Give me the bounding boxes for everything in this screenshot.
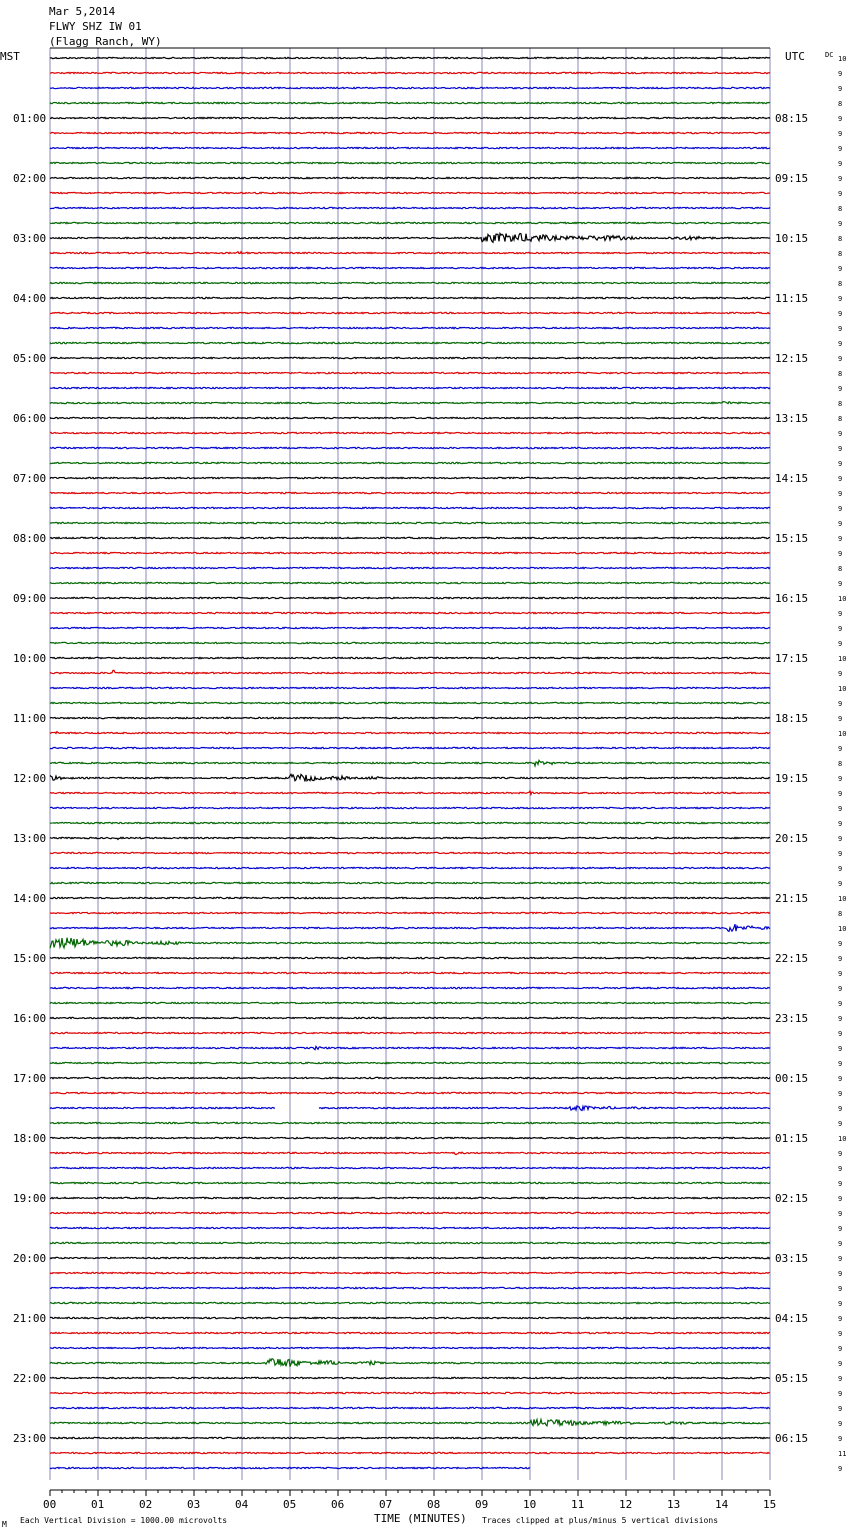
trace-70 [50, 1106, 770, 1111]
trace-13 [50, 252, 770, 254]
trace-54 [50, 867, 770, 868]
trace-62 [50, 987, 770, 988]
trace-53 [50, 852, 770, 853]
right-hour-label: 03:15 [775, 1252, 809, 1265]
trace-83 [50, 1302, 770, 1304]
dc-offset-value: 9 [838, 940, 843, 948]
trace-4 [50, 117, 770, 118]
trace-45 [50, 732, 770, 734]
trace-84 [50, 1317, 770, 1318]
dc-offset-value: 9 [838, 745, 843, 753]
dc-offset-value: 8 [838, 205, 843, 213]
left-hour-label: 09:00 [13, 592, 47, 605]
trace-63 [50, 1002, 770, 1003]
trace-88 [50, 1377, 770, 1378]
dc-offset-value: 9 [838, 1270, 843, 1278]
dc-offset-value: 10 [838, 1135, 847, 1143]
x-tick-label: 15 [763, 1498, 777, 1511]
dc-offset-value: 9 [838, 340, 843, 348]
trace-61 [50, 972, 770, 973]
left-hour-label: 12:00 [13, 772, 47, 785]
left-hour-label: 01:00 [13, 112, 47, 125]
dc-offset-value: 9 [838, 790, 843, 798]
dc-offset-value: 9 [838, 175, 843, 183]
trace-2 [50, 87, 770, 88]
dc-offset-value: 9 [838, 1150, 843, 1158]
trace-91 [50, 1419, 770, 1425]
dc-offset-value: 8 [838, 235, 843, 243]
dc-offset-value: 9 [838, 865, 843, 873]
x-axis [43, 1490, 776, 1511]
dc-offset-value: 9 [838, 1225, 843, 1233]
trace-14 [50, 267, 770, 268]
dc-offset-value: 8 [838, 760, 843, 768]
trace-38 [50, 627, 770, 628]
dc-offset-value: 9 [838, 1360, 843, 1368]
left-hour-label: 23:00 [13, 1432, 47, 1445]
x-tick-label: 06 [331, 1498, 345, 1511]
trace-82 [50, 1287, 770, 1288]
dc-offset-value: 9 [838, 625, 843, 633]
right-hour-label: 18:15 [775, 712, 809, 725]
trace-19 [50, 342, 770, 343]
left-hour-label: 17:00 [13, 1072, 47, 1085]
trace-56 [50, 897, 770, 898]
x-tick-label: 14 [715, 1498, 729, 1511]
right-hour-label: 22:15 [775, 952, 809, 965]
left-hour-label: 15:00 [13, 952, 47, 965]
trace-8 [50, 177, 770, 178]
dc-offset-value: 8 [838, 250, 843, 258]
left-hour-labels [13, 112, 46, 1445]
trace-57 [50, 912, 770, 913]
trace-90 [50, 1407, 770, 1408]
trace-25 [50, 432, 770, 433]
dc-offset-value: 9 [838, 610, 843, 618]
x-tick-label: 10 [523, 1498, 537, 1511]
dc-offset-value: 9 [838, 1090, 843, 1098]
right-hour-label: 17:15 [775, 652, 809, 665]
trace-29 [50, 492, 770, 493]
dc-offset-value: 9 [838, 640, 843, 648]
dc-offset-value: 8 [838, 910, 843, 918]
dc-offset-value: 9 [838, 580, 843, 588]
dc-offset-value: 9 [838, 145, 843, 153]
trace-73 [50, 1152, 770, 1155]
trace-33 [50, 552, 770, 553]
dc-offset-value: 9 [838, 670, 843, 678]
dc-offset-value: 9 [838, 1375, 843, 1383]
left-hour-label: 20:00 [13, 1252, 47, 1265]
trace-75 [50, 1182, 770, 1183]
dc-offset-value: 10 [838, 925, 847, 933]
trace-1 [50, 72, 770, 73]
dc-offset-value: 9 [838, 1255, 843, 1263]
dc-offset-value: 9 [838, 160, 843, 168]
trace-24 [50, 417, 770, 418]
dc-offset-value: 9 [838, 835, 843, 843]
trace-34 [50, 567, 770, 568]
trace-80 [50, 1257, 770, 1258]
left-hour-label: 18:00 [13, 1132, 47, 1145]
x-tick-label: 04 [235, 1498, 249, 1511]
right-hour-label: 19:15 [775, 772, 809, 785]
trace-65 [50, 1032, 770, 1033]
right-hour-label: 13:15 [775, 412, 809, 425]
dc-offset-value: 9 [838, 1285, 843, 1293]
trace-12 [50, 233, 770, 242]
dc-offset-value: 9 [838, 775, 843, 783]
trace-78 [50, 1227, 770, 1228]
left-hour-label: 06:00 [13, 412, 47, 425]
dc-offset-value: 8 [838, 280, 843, 288]
right-hour-label: 11:15 [775, 292, 809, 305]
right-hour-label: 09:15 [775, 172, 809, 185]
minute-grid [50, 48, 770, 1480]
dc-offset-value: 8 [838, 370, 843, 378]
right-hour-label: 21:15 [775, 892, 809, 905]
dc-offset-value: 9 [838, 85, 843, 93]
trace-74 [50, 1167, 770, 1168]
trace-55 [50, 882, 770, 883]
trace-31 [50, 522, 770, 523]
dc-offset-value: 9 [838, 115, 843, 123]
trace-93 [50, 1452, 770, 1453]
dc-offset-column [838, 55, 846, 1473]
trace-27 [50, 462, 770, 463]
trace-92 [50, 1437, 770, 1438]
trace-17 [50, 312, 770, 313]
dc-offset-value: 10 [838, 895, 847, 903]
dc-offset-value: 9 [838, 295, 843, 303]
left-hour-label: 02:00 [13, 172, 47, 185]
trace-51 [50, 822, 770, 823]
right-hour-label: 23:15 [775, 1012, 809, 1025]
left-hour-label: 04:00 [13, 292, 47, 305]
trace-28 [50, 477, 770, 478]
trace-79 [50, 1242, 770, 1243]
trace-36 [50, 597, 770, 598]
trace-77 [50, 1212, 770, 1213]
scale-note: Each Vertical Division = 1000.00 microvolts [20, 1516, 228, 1525]
left-hour-label: 10:00 [13, 652, 47, 665]
left-timezone-label: MST [0, 50, 20, 63]
x-axis-title: TIME (MINUTES) [374, 1512, 467, 1525]
trace-85 [50, 1332, 770, 1333]
right-hour-labels [775, 112, 808, 1445]
x-tick-label: 02 [139, 1498, 153, 1511]
dc-offset-value: 9 [838, 325, 843, 333]
clip-note: Traces clipped at plus/minus 5 vertical divisions [482, 1516, 719, 1525]
x-tick-label: 01 [91, 1498, 105, 1511]
trace-39 [50, 642, 770, 643]
trace-32 [50, 537, 770, 538]
dc-offset-value: 9 [838, 1000, 843, 1008]
trace-18 [50, 327, 770, 328]
corner-mark: M [2, 1520, 7, 1529]
left-hour-label: 05:00 [13, 352, 47, 365]
dc-offset-value: 9 [838, 520, 843, 528]
dc-offset-value: 9 [838, 1300, 843, 1308]
dc-offset-value: 9 [838, 1405, 843, 1413]
x-tick-label: 03 [187, 1498, 201, 1511]
right-hour-label: 01:15 [775, 1132, 809, 1145]
dc-offset-value: 8 [838, 100, 843, 108]
trace-71 [50, 1122, 770, 1123]
right-hour-label: 20:15 [775, 832, 809, 845]
dc-offset-value: 9 [838, 1015, 843, 1023]
trace-26 [50, 447, 770, 448]
dc-offset-value: 9 [838, 265, 843, 273]
dc-offset-value: 9 [838, 1240, 843, 1248]
plot-date: Mar 5,2014 [49, 5, 116, 18]
right-hour-label: 12:15 [775, 352, 809, 365]
station-location: (Flagg Ranch, WY) [49, 35, 162, 48]
dc-offset-value: 8 [838, 415, 843, 423]
trace-72 [50, 1137, 770, 1138]
x-tick-label: 13 [667, 1498, 681, 1511]
dc-offset-value: 9 [838, 1120, 843, 1128]
trace-58 [50, 924, 770, 931]
dc-offset-value: 9 [838, 355, 843, 363]
dc-offset-value: 9 [838, 490, 843, 498]
dc-offset-value: 9 [838, 1105, 843, 1113]
trace-42 [50, 687, 770, 688]
dc-offset-value: 9 [838, 1390, 843, 1398]
dc-offset-value: 9 [838, 1210, 843, 1218]
trace-40 [50, 657, 770, 658]
trace-9 [50, 192, 770, 193]
dc-offset-value: 9 [838, 955, 843, 963]
trace-69 [50, 1092, 770, 1093]
trace-76 [50, 1197, 770, 1198]
x-tick-label: 12 [619, 1498, 633, 1511]
dc-offset-value: 11 [838, 1450, 847, 1458]
left-hour-label: 03:00 [13, 232, 47, 245]
dc-offset-value: 9 [838, 1420, 843, 1428]
trace-68 [50, 1077, 770, 1078]
right-hour-label: 16:15 [775, 592, 809, 605]
dc-offset-value: 9 [838, 550, 843, 558]
right-hour-label: 08:15 [775, 112, 809, 125]
dc-offset-value: 9 [838, 505, 843, 513]
left-hour-label: 22:00 [13, 1372, 47, 1385]
dc-offset-value: 9 [838, 820, 843, 828]
x-tick-label: 11 [571, 1498, 585, 1511]
dc-offset-value: 9 [838, 430, 843, 438]
x-tick-label: 00 [43, 1498, 57, 1511]
dc-offset-value: 9 [838, 385, 843, 393]
left-hour-label: 11:00 [13, 712, 47, 725]
dc-column-label: DC [825, 51, 834, 59]
right-hour-label: 05:15 [775, 1372, 809, 1385]
dc-offset-value: 9 [838, 460, 843, 468]
trace-21 [50, 372, 770, 373]
trace-5 [50, 132, 770, 133]
left-hour-label: 19:00 [13, 1192, 47, 1205]
right-hour-label: 14:15 [775, 472, 809, 485]
dc-offset-value: 9 [838, 130, 843, 138]
right-hour-label: 02:15 [775, 1192, 809, 1205]
dc-offset-value: 8 [838, 565, 843, 573]
trace-64 [50, 1017, 770, 1018]
trace-23 [50, 402, 770, 404]
dc-offset-value: 9 [838, 1315, 843, 1323]
dc-offset-value: 10 [838, 595, 847, 603]
dc-offset-value: 9 [838, 1045, 843, 1053]
dc-offset-value: 9 [838, 805, 843, 813]
dc-offset-value: 9 [838, 220, 843, 228]
dc-offset-value: 9 [838, 310, 843, 318]
dc-offset-value: 9 [838, 1345, 843, 1353]
trace-59 [50, 938, 770, 949]
trace-87 [50, 1359, 770, 1367]
right-hour-label: 15:15 [775, 532, 809, 545]
dc-offset-value: 9 [838, 475, 843, 483]
dc-offset-value: 9 [838, 70, 843, 78]
dc-offset-value: 9 [838, 1435, 843, 1443]
trace-81 [50, 1272, 770, 1273]
dc-offset-value: 9 [838, 1075, 843, 1083]
dc-offset-value: 9 [838, 1180, 843, 1188]
trace-15 [50, 282, 770, 283]
trace-7 [50, 162, 770, 163]
station-code: FLWY SHZ IW 01 [49, 20, 142, 33]
trace-16 [50, 297, 770, 298]
trace-3 [50, 102, 770, 103]
x-tick-label: 05 [283, 1498, 297, 1511]
dc-offset-value: 9 [838, 985, 843, 993]
trace-10 [50, 207, 770, 208]
trace-30 [50, 507, 770, 508]
trace-6 [50, 147, 770, 148]
trace-50 [50, 807, 770, 808]
left-hour-label: 08:00 [13, 532, 47, 545]
right-hour-label: 06:15 [775, 1432, 809, 1445]
trace-0 [50, 57, 770, 58]
trace-66 [50, 1046, 770, 1049]
dc-offset-value: 9 [838, 1060, 843, 1068]
trace-47 [50, 760, 770, 766]
dc-offset-value: 9 [838, 880, 843, 888]
left-hour-label: 13:00 [13, 832, 47, 845]
trace-41 [50, 670, 770, 673]
dc-offset-value: 9 [838, 445, 843, 453]
dc-offset-value: 9 [838, 850, 843, 858]
right-timezone-label: UTC [785, 50, 805, 63]
trace-11 [50, 222, 770, 223]
right-hour-label: 10:15 [775, 232, 809, 245]
dc-offset-value: 8 [838, 400, 843, 408]
dc-offset-value: 9 [838, 535, 843, 543]
trace-20 [50, 357, 770, 358]
left-hour-label: 16:00 [13, 1012, 47, 1025]
trace-67 [50, 1062, 770, 1063]
dc-offset-value: 9 [838, 970, 843, 978]
trace-86 [50, 1347, 770, 1348]
dc-offset-value: 10 [838, 655, 847, 663]
right-hour-label: 04:15 [775, 1312, 809, 1325]
dc-offset-value: 9 [838, 700, 843, 708]
dc-offset-value: 9 [838, 1330, 843, 1338]
trace-48 [50, 774, 770, 781]
dc-offset-value: 9 [838, 1165, 843, 1173]
trace-46 [50, 747, 770, 748]
trace-35 [50, 582, 770, 583]
dc-offset-value: 9 [838, 190, 843, 198]
trace-group [50, 57, 770, 1468]
dc-offset-value: 10 [838, 55, 847, 63]
dc-offset-value: 9 [838, 1195, 843, 1203]
trace-52 [50, 837, 770, 839]
trace-44 [50, 717, 770, 718]
dc-offset-value: 10 [838, 685, 847, 693]
dc-offset-value: 10 [838, 730, 847, 738]
trace-60 [50, 957, 770, 959]
left-hour-label: 14:00 [13, 892, 47, 905]
dc-offset-value: 9 [838, 715, 843, 723]
trace-49 [50, 791, 770, 795]
x-tick-label: 09 [475, 1498, 489, 1511]
trace-89 [50, 1392, 770, 1393]
right-hour-label: 00:15 [775, 1072, 809, 1085]
trace-43 [50, 702, 770, 703]
x-tick-label: 07 [379, 1498, 393, 1511]
trace-22 [50, 387, 770, 388]
left-hour-label: 21:00 [13, 1312, 47, 1325]
dc-offset-value: 9 [838, 1465, 843, 1473]
dc-offset-value: 9 [838, 1030, 843, 1038]
left-hour-label: 07:00 [13, 472, 47, 485]
trace-37 [50, 612, 770, 613]
x-tick-label: 08 [427, 1498, 441, 1511]
